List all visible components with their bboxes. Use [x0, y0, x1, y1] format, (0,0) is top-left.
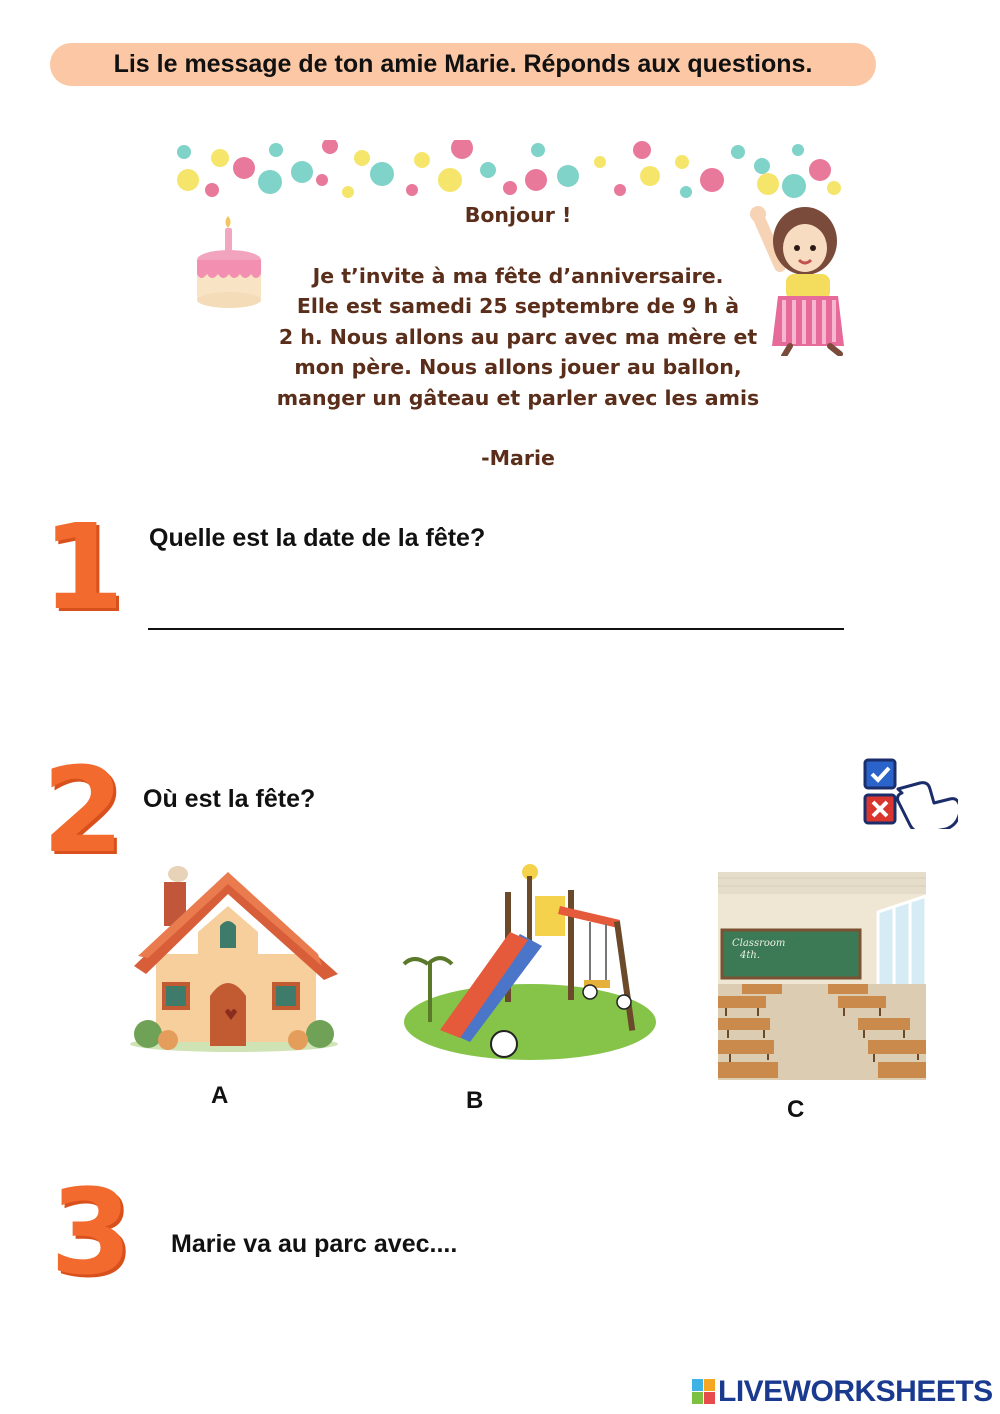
option-a-label[interactable]: A: [211, 1082, 229, 1109]
liveworksheets-logo-icon: [692, 1379, 716, 1405]
invitation-line: Elle est samedi 25 septembre de 9 h à: [296, 294, 740, 318]
invitation-signature: -Marie: [481, 446, 555, 470]
option-c-label[interactable]: C: [787, 1096, 805, 1123]
question-3-text: Marie va au parc avec....: [171, 1230, 458, 1258]
classroom-icon[interactable]: [718, 872, 926, 1080]
question-number-2: 2: [42, 741, 125, 879]
house-icon[interactable]: [128, 862, 340, 1054]
invitation-message: [252, 200, 784, 474]
question-2-text: Où est la fête?: [143, 785, 316, 813]
option-b-label[interactable]: B: [466, 1087, 484, 1114]
invitation-line: manger un gâteau et parler avec les amis: [276, 385, 760, 410]
invitation-line: Je t’invite à ma fête d’anniversaire.: [312, 263, 724, 288]
invitation-greeting: Bonjour !: [464, 203, 572, 227]
instruction-text: Lis le message de ton amie Marie. Réponds aux questions.: [113, 50, 813, 78]
instruction-banner: [50, 43, 876, 86]
question-number-3: 3: [50, 1163, 133, 1301]
invitation-card: [172, 140, 844, 494]
invitation-line: mon père. Nous allons jouer au ballon,: [294, 355, 742, 379]
brand-name: LIVEWORKSHEETS: [718, 1375, 993, 1408]
answer-line-1[interactable]: [148, 628, 844, 630]
liveworksheets-logo[interactable]: [692, 1375, 993, 1409]
choice-select-icon: [862, 757, 958, 829]
board-text-2: 4th.: [740, 950, 760, 961]
board-text-1: Classroom: [732, 938, 786, 949]
question-1-text: Quelle est la date de la fête?: [149, 524, 486, 552]
question-number-1: 1: [42, 498, 125, 636]
playground-icon[interactable]: [400, 862, 658, 1062]
invitation-line: 2 h. Nous allons au parc avec ma mère et: [278, 324, 758, 349]
